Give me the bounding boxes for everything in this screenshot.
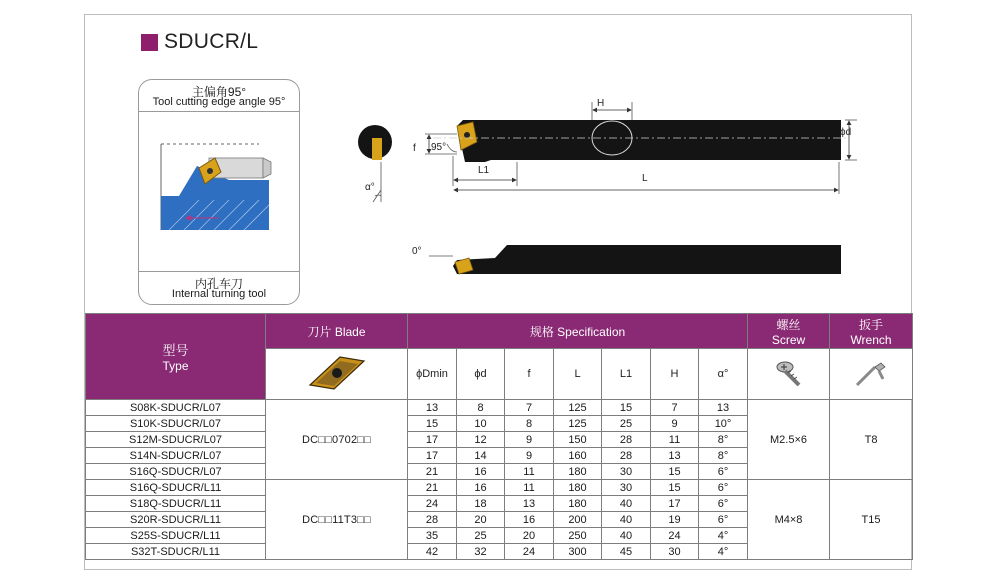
- insert-icon: [302, 351, 372, 395]
- value-cell: 8°: [699, 432, 748, 448]
- wrench-header-en: Wrench: [850, 332, 892, 347]
- title-block: [141, 30, 258, 54]
- value-cell: 30: [602, 464, 651, 480]
- value-cell: 25: [457, 528, 505, 544]
- value-cell: 13: [651, 448, 699, 464]
- blade-cell: DC□□11T3□□: [266, 480, 408, 560]
- specification-body: [86, 400, 913, 560]
- col-alpha: α°: [699, 349, 748, 400]
- blade-cell: DC□□0702□□: [266, 400, 408, 480]
- value-cell: 4°: [699, 528, 748, 544]
- value-cell: 7: [505, 400, 554, 416]
- value-cell: 24: [408, 496, 457, 512]
- type-header-en: Type: [162, 359, 189, 373]
- label-h: H: [597, 98, 605, 109]
- value-cell: 180: [554, 496, 602, 512]
- value-cell: 15: [651, 464, 699, 480]
- value-cell: 28: [602, 448, 651, 464]
- cutting-angle-title-en: Tool cutting edge angle 95°: [152, 96, 286, 108]
- label-f: f: [413, 143, 416, 154]
- screw-cell: M2.5×6: [748, 400, 830, 480]
- type-cell: S32T-SDUCR/L11: [86, 544, 266, 560]
- col-l: L: [554, 349, 602, 400]
- blade-header: 刀片 Blade: [266, 314, 408, 349]
- wrench-icon: [849, 355, 893, 391]
- type-header: [86, 314, 266, 400]
- value-cell: 11: [651, 432, 699, 448]
- value-cell: 30: [651, 544, 699, 560]
- value-cell: 8°: [699, 448, 748, 464]
- value-cell: 125: [554, 416, 602, 432]
- value-cell: 15: [651, 480, 699, 496]
- label-95: 95°: [431, 142, 447, 153]
- value-cell: 32: [457, 544, 505, 560]
- value-cell: 24: [651, 528, 699, 544]
- value-cell: 11: [505, 464, 554, 480]
- wrench-cell: T15: [830, 480, 913, 560]
- value-cell: 17: [408, 432, 457, 448]
- value-cell: 13: [408, 400, 457, 416]
- value-cell: 9: [505, 432, 554, 448]
- value-cell: 9: [505, 448, 554, 464]
- cutting-angle-panel: [138, 79, 300, 305]
- value-cell: 10: [457, 416, 505, 432]
- value-cell: 8: [457, 400, 505, 416]
- value-cell: 21: [408, 464, 457, 480]
- value-cell: 15: [408, 416, 457, 432]
- type-cell: S14N-SDUCR/L07: [86, 448, 266, 464]
- value-cell: 13: [505, 496, 554, 512]
- tool-side-view-top: [425, 102, 857, 194]
- screw-cell: M4×8: [748, 480, 830, 560]
- value-cell: 6°: [699, 480, 748, 496]
- type-header-cn: 型号: [162, 343, 189, 358]
- internal-turning-caption-en: Internal turning tool: [171, 288, 267, 300]
- type-cell: S16Q-SDUCR/L07: [86, 464, 266, 480]
- value-cell: 13: [699, 400, 748, 416]
- value-cell: 9: [651, 416, 699, 432]
- value-cell: 42: [408, 544, 457, 560]
- value-cell: 14: [457, 448, 505, 464]
- value-cell: 16: [457, 464, 505, 480]
- screw-header-en: Screw: [771, 332, 806, 347]
- specification-table: [85, 313, 913, 560]
- type-cell: S08K-SDUCR/L07: [86, 400, 266, 416]
- value-cell: 40: [602, 512, 651, 528]
- value-cell: 160: [554, 448, 602, 464]
- value-cell: 18: [457, 496, 505, 512]
- value-cell: 8: [505, 416, 554, 432]
- type-cell: S18Q-SDUCR/L11: [86, 496, 266, 512]
- value-cell: 150: [554, 432, 602, 448]
- value-cell: 200: [554, 512, 602, 528]
- value-cell: 16: [505, 512, 554, 528]
- screw-icon: [771, 355, 807, 391]
- value-cell: 17: [651, 496, 699, 512]
- page-title: SDUCR/L: [164, 30, 259, 53]
- value-cell: 250: [554, 528, 602, 544]
- tool-technical-drawing: [345, 90, 865, 290]
- label-phi-d: ϕd: [840, 127, 852, 138]
- internal-turning-caption-cn: 内孔车刀: [194, 277, 243, 291]
- type-cell: S25S-SDUCR/L11: [86, 528, 266, 544]
- table-row: [86, 480, 913, 496]
- spec-header: 规格 Specification: [408, 314, 748, 349]
- value-cell: 19: [651, 512, 699, 528]
- value-cell: 125: [554, 400, 602, 416]
- col-dmin: ϕDmin: [408, 349, 457, 400]
- value-cell: 30: [602, 480, 651, 496]
- value-cell: 28: [602, 432, 651, 448]
- value-cell: 16: [457, 480, 505, 496]
- end-view: [358, 125, 392, 202]
- value-cell: 20: [457, 512, 505, 528]
- value-cell: 40: [602, 528, 651, 544]
- table-row: [86, 400, 913, 416]
- value-cell: 28: [408, 512, 457, 528]
- wrench-image-cell: [830, 349, 913, 400]
- col-h: H: [651, 349, 699, 400]
- screw-image-cell: [748, 349, 830, 400]
- value-cell: 35: [408, 528, 457, 544]
- type-cell: S10K-SDUCR/L07: [86, 416, 266, 432]
- value-cell: 6°: [699, 512, 748, 528]
- screw-header-cn: 螺丝: [776, 317, 801, 332]
- value-cell: 180: [554, 464, 602, 480]
- value-cell: 15: [602, 400, 651, 416]
- title-marker: [141, 34, 158, 51]
- value-cell: 180: [554, 480, 602, 496]
- col-f: f: [505, 349, 554, 400]
- type-cell: S16Q-SDUCR/L11: [86, 480, 266, 496]
- type-cell: S20R-SDUCR/L11: [86, 512, 266, 528]
- panel-divider-bottom: [139, 271, 299, 272]
- wrench-header-cn: 扳手: [859, 317, 884, 332]
- blade-image-cell: [266, 349, 408, 400]
- value-cell: 45: [602, 544, 651, 560]
- wrench-cell: T8: [830, 400, 913, 480]
- value-cell: 300: [554, 544, 602, 560]
- tool-side-view-bottom: [429, 245, 841, 274]
- label-l: L: [642, 173, 648, 184]
- wrench-header: [830, 314, 913, 349]
- label-l1: L1: [478, 165, 490, 176]
- value-cell: 17: [408, 448, 457, 464]
- col-l1: L1: [602, 349, 651, 400]
- value-cell: 25: [602, 416, 651, 432]
- label-alpha: α°: [365, 182, 375, 193]
- value-cell: 6°: [699, 496, 748, 512]
- value-cell: 4°: [699, 544, 748, 560]
- value-cell: 7: [651, 400, 699, 416]
- value-cell: 20: [505, 528, 554, 544]
- cutting-angle-title-cn: 主偏角95°: [191, 85, 247, 99]
- label-zero-deg: 0°: [412, 246, 422, 257]
- value-cell: 11: [505, 480, 554, 496]
- value-cell: 40: [602, 496, 651, 512]
- col-phi-d: ϕd: [457, 349, 505, 400]
- value-cell: 12: [457, 432, 505, 448]
- type-cell: S12M-SDUCR/L07: [86, 432, 266, 448]
- value-cell: 10°: [699, 416, 748, 432]
- internal-turning-illustration: [139, 112, 299, 272]
- value-cell: 24: [505, 544, 554, 560]
- value-cell: 21: [408, 480, 457, 496]
- screw-header: [748, 314, 830, 349]
- value-cell: 6°: [699, 464, 748, 480]
